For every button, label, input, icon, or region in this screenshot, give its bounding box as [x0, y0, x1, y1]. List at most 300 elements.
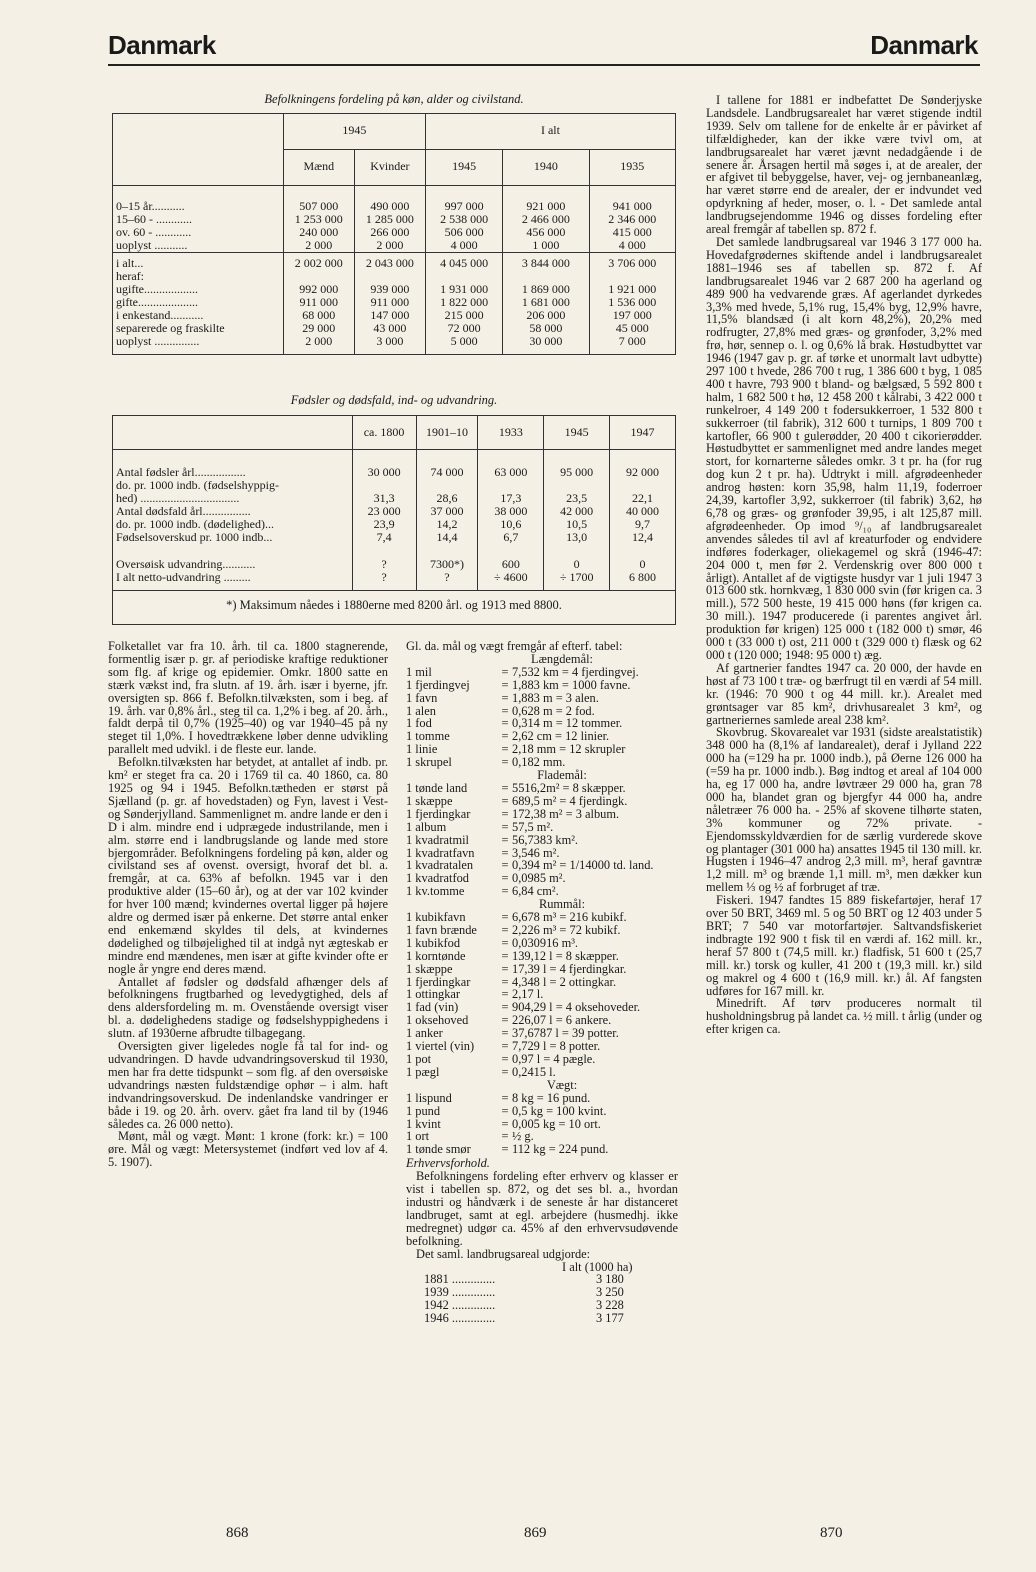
t1-group-1945: 1945 — [283, 114, 425, 150]
measure-equals: = — [501, 703, 509, 718]
measure-unit: 1 tomme — [406, 729, 450, 744]
t2-cell: 6 800 — [610, 571, 676, 591]
col1-paragraph: Folketallet var fra 10. årh. til ca. 1800 stagnerende, formentlig især p. gr. af periodiske kraftige reduktioner som flg. af krige og epidemier. Omkr. 1800 satte en stærk vækst ind, fra slutn. af 19. årh. især i byerne, jfr. oversigten sp. 866 f. Befolkn.tilvæksten, som i beg. af 19. årh. var 0,8% årl., steg til ca. 1,2% i beg. af 20. årh., faldt derpå til 0,7% (1925–40) og var 1940–45 på ny steget til 1,0%. I hovedtrækkene løber denne udvikling parallelt med udvikl. i de fleste eur. lande. — [108, 639, 388, 757]
measure-equals: = — [501, 1039, 509, 1054]
t1-row-label: ugifte.................. — [116, 282, 198, 296]
areal-year: 1942 .............. — [424, 1298, 496, 1313]
measure-value: 6,678 m³ = 216 kubikf. — [512, 910, 627, 925]
areal-year: 1881 .............. — [424, 1272, 496, 1287]
measure-equals: = — [501, 1129, 509, 1144]
areal-head: I alt (1000 ha) — [562, 1259, 633, 1274]
measure-equals: = — [501, 845, 509, 860]
measure-value: 0,2415 l. — [512, 1064, 556, 1079]
erhverv-title: Erhvervsforhold. — [406, 1156, 490, 1171]
t1-cell: 29 000 — [283, 322, 354, 335]
t1-cell: 1 681 000 — [503, 296, 589, 309]
t1-cell: 2 000 — [283, 335, 354, 355]
measure-unit: 1 kvint — [406, 1116, 441, 1131]
measure-equals: = — [501, 987, 509, 1002]
page-number-868: 868 — [226, 1525, 249, 1541]
measure-value: 172,38 m² = 3 album. — [512, 806, 620, 821]
measures-intro: Gl. da. mål og vægt fremgår af efterf. tabel: — [406, 639, 623, 653]
measure-equals: = — [501, 832, 509, 847]
t2-cell: ÷ 1700 — [544, 571, 610, 591]
t2-cell: 12,4 — [610, 531, 676, 544]
col1-paragraph: Befolkn.tilvæksten har betydet, at antallet af indb. pr. km² er steget fra ca. 20 i 1769 til ca. 40 1860, ca. 80 1925 og 94 i 1945. Befolkn.tætheden er størst på Sjælland (p. gr. af hovedstaden) og Fyn, lavest i Vest- og Sønderjylland. Sammenlignet m. andre lande er den i D i alm. mindre end i udprægede industrilande, men i alm. større end i landbrugslande og lande med store bjergområder. Befolkningens fordeling på køn, alder og civilstand ses af ovenst. oversigt, hvoraf det bl. a. fremgår, at ca. 63% af befolkn. 1945 var i den produktive alder (15–60 år), og at der var 102 kvinder for hver 100 mænd; kvindernes overtal ligger på højere aldre og dermed især på enkerne. Det større antal enker end enkemænd skyldes til dels, at kvindernes dødelighed og tilbøjelighed til at indgå nyt ægteskab er mindre end mændenes, men især at gifte kvinder ofte er nogle år yngre end deres mænd. — [108, 755, 388, 976]
t2-cell: 42 000 — [544, 505, 610, 518]
t1-cell: 5 000 — [425, 335, 502, 355]
t1-cell: 1 869 000 — [503, 283, 589, 296]
col1-paragraph: Antallet af fødsler og dødsfald afhænger dels af befolkningens frugtbarhed og levedygtighed, dels af dens aldersfordeling m. m. Ovenstående oversigt viser bl. a. dødelighedens stadige og fødselshyppighedens i slutn. af 1930erne afbrudte tilbagegang. — [108, 974, 388, 1041]
measure-unit: 1 pund — [406, 1103, 441, 1118]
t1-cell: 2 538 000 — [425, 213, 502, 226]
t1-cell: 58 000 — [503, 322, 589, 335]
col3-paragraph: Det samlede landbrugsareal var 1946 3 177 000 ha. Hovedafgrødernes skiftende andel i landbrugsarealet 1881–1946 ses af tabellen sp. 872 f. Af landbrugsarealet 1946 var 2 687 200 ha agerland og 489 900 ha vedvarende græs. Af agerlandet dyrkedes 3,3% med hvede, 5,1% rug, 15,4% byg, 12,9% havre, 11,5% blandsæd (i alt korn 48,2%), 20,2% med rodfrugter, 27,8% med græs- og grønfoder, 3,2% med frø, hør, sennep o. l. og 0,6% lå brak. Høstudbyttet var 1946 (1947 gav p. gr. af tørke et unormalt lavt udbytte) 297 100 t hvede, 286 700 t rug, 1 386 600 t byg, 1 085 400 t havre, 793 900 t bland- og bælgsæd, 5 592 800 t halm, 1 682 500 t hø, 12 458 200 t kålrabi, 3 422 000 t runkelroer, 4 149 200 t fodersukkerroer, 1 532 800 t sukkerroer (til fabrik), 312 600 t turnips, 1 809 700 t kartofler, 66 900 t gulerødder, 20 400 t cikorierødder. Høstudbyttet er sammenlignet med andre landes meget stort, for kornarterne således omkr. 3 t pr. ha (for rug dog kun 2 t pr. ha). Udtrykt i mill. afgrødeenheder androg høsten: korn 35,98, halm 11,19, foderroer 24,39, kartofler 3,92, sukkerroer (til fabrik) 3,62, hø 6,78 og græs- og grønfoder 39,95, i alt 125,87 mill. afgrødeenheder. Op imod ⁹/₁₀ af landbrugsarealet anvendes således til avl af kreaturfoder og endvidere indføres foderkager, oliekagemel og skrå (1946-47: 204 000 t, men før 2. Verdenskrig over 800 000 t årligt). Antallet af de vigtigste husdyr var 1 juli 1947 3 013 600 stk. hornkvæg, 1 830 000 svin (før krigen ca. 3 mill.), 572 500 heste, 19 415 000 høns (før krigen ca. 30 mill.). 1947 producerede (i parentes angivet årl. produktion før krigen) 125 000 t (182 000 t) smør, 46 000 t (33 000 t) ost, 211 000 t (329 000 t) flæsk og 62 000 t (120 000; 1948: 95 000 t) æg. — [706, 234, 983, 662]
measure-equals: = — [501, 806, 509, 821]
t1-total-row — [113, 253, 676, 271]
measure-value: 0,0985 m². — [512, 871, 566, 886]
t1-row — [113, 335, 676, 355]
t1-total-cell: 3 706 000 — [589, 253, 675, 271]
measure-equals: = — [501, 690, 509, 705]
measure-value: 57,5 m². — [512, 819, 554, 834]
measures-section-title: Flademål: — [537, 768, 587, 783]
header-rule — [108, 64, 980, 66]
measure-unit: 1 linie — [406, 742, 438, 757]
measure-value: 1,883 km = 1000 favne. — [512, 677, 631, 692]
measure-unit: 1 lispund — [406, 1090, 452, 1105]
measure-row — [406, 950, 678, 963]
measure-equals: = — [501, 664, 509, 679]
t2-cell: 14,4 — [416, 531, 478, 544]
measure-equals: = — [501, 1103, 509, 1118]
table1-caption: Befolkningens fordeling på køn, alder og civilstand. — [264, 92, 524, 106]
measures-table — [406, 1092, 678, 1157]
measure-value: 2,18 mm = 12 skrupler — [512, 742, 626, 757]
t2-cell: 14,2 — [416, 518, 478, 531]
t1-cell: 1 921 000 — [589, 283, 675, 296]
measure-row — [406, 1066, 678, 1079]
t2-head: 1901–10 — [416, 416, 478, 450]
t1-heraf-label: heraf: — [116, 269, 144, 283]
t1-cell: 1 822 000 — [425, 296, 502, 309]
t2-cell: 0 — [544, 544, 610, 571]
t1-group-ialt: I alt — [425, 114, 675, 150]
t2-row — [113, 531, 676, 544]
erhverv-text: Befolkningens fordeling efter erhverv og klasser er vist i tabellen sp. 872, og det ses bl. a., hvordan industri og håndværk i de seneste år har distanceret landbruget, samt at egl. arbejdere (husmedhj. ikke medregnet) udgør ca. 45% af den erhvervsudøvende befolkning. — [406, 1169, 678, 1248]
t1-cell: 147 000 — [354, 309, 425, 322]
t1-corner — [113, 114, 284, 186]
measure-value: 0,97 l = 4 pægle. — [512, 1052, 596, 1066]
measure-row — [406, 795, 678, 808]
areal-intro: Det saml. landbrugsareal udgjorde: — [416, 1246, 591, 1261]
measure-unit: 1 fad (vin) — [406, 1000, 459, 1015]
measure-equals: = — [501, 1090, 509, 1105]
measure-value: 904,29 l = 4 oksehoveder. — [512, 1000, 641, 1015]
measure-unit: 1 kvadratmil — [406, 832, 469, 847]
measure-value: 112 kg = 224 pund. — [512, 1142, 609, 1157]
t2-cell: ? — [352, 571, 416, 591]
col1-paragraph: Oversigten giver ligeledes nogle få tal for ind- og udvandringen. D havde udvandringsoverskud til 1930, men har fra dette tidspunkt – som flg. af den oversøiske udvandrings næsten fuldstændige ophør – i alm. haft indvandringsoverskud. De indenlandske vandringer er både i 19. og 20. årh. overv. gået fra land til by (1946 således ca. 26 000 netto). — [108, 1039, 388, 1131]
t1-cell: 240 000 — [283, 226, 354, 239]
measure-equals: = — [501, 1142, 509, 1157]
areal-year: 1939 .............. — [424, 1285, 496, 1300]
t1-subhead: Mænd — [283, 150, 354, 186]
column-3-text — [706, 94, 982, 1036]
measure-row — [406, 782, 678, 795]
t2-footnote-row — [113, 591, 676, 625]
t1-subhead: 1935 — [589, 150, 675, 186]
areal-value: 3 228 — [596, 1298, 624, 1313]
t1-row-label: 0–15 år........... — [116, 199, 185, 213]
measure-unit: 1 kvadratfavn — [406, 845, 475, 860]
measure-equals: = — [501, 793, 509, 808]
t1-total-label: i alt... — [116, 256, 144, 270]
measure-equals: = — [501, 755, 509, 770]
measure-unit: 1 anker — [406, 1026, 443, 1041]
measure-unit: 1 skrupel — [406, 755, 452, 770]
measure-equals: = — [501, 729, 509, 744]
t1-cell: 911 000 — [354, 296, 425, 309]
t1-cell: 992 000 — [283, 283, 354, 296]
t2-row-label: Antal dødsfald årl................ — [116, 504, 251, 518]
measure-equals: = — [501, 1013, 509, 1028]
measure-value: 139,12 l = 8 skæpper. — [512, 948, 619, 963]
t2-row — [113, 571, 676, 591]
measure-unit: 1 kubikfavn — [406, 910, 466, 925]
measure-row — [406, 1118, 678, 1131]
areal-value: 3 250 — [596, 1285, 624, 1300]
measure-unit: 1 favn — [406, 690, 438, 705]
column-1-text — [108, 640, 388, 1169]
t1-cell: 2 000 — [283, 239, 354, 253]
t1-cell: 4 000 — [589, 239, 675, 253]
measure-row — [406, 834, 678, 847]
measure-unit: 1 fjerdingkar — [406, 974, 471, 989]
measure-equals: = — [501, 716, 509, 731]
measure-unit: 1 kubikfod — [406, 935, 461, 950]
t1-total-cell: 3 844 000 — [503, 253, 589, 271]
t2-cell: ÷ 4600 — [478, 571, 544, 591]
t2-cell: 30 000 — [352, 450, 416, 480]
measure-value: 17,39 l = 4 fjerdingkar. — [512, 961, 627, 976]
measures-table — [406, 666, 678, 769]
t1-cell: 941 000 — [589, 186, 675, 214]
t2-cell: 0 — [610, 544, 676, 571]
t1-cell: 490 000 — [354, 186, 425, 214]
measure-unit: 1 album — [406, 819, 447, 834]
population-table — [112, 113, 676, 355]
measure-value: 0,314 m = 12 tommer. — [512, 716, 623, 731]
t1-cell: 215 000 — [425, 309, 502, 322]
t1-total-cell: 2 043 000 — [354, 253, 425, 271]
t1-cell: 7 000 — [589, 335, 675, 355]
t1-cell: 506 000 — [425, 226, 502, 239]
measure-row — [406, 937, 678, 950]
t1-cell: 72 000 — [425, 322, 502, 335]
t1-cell: 1 000 — [503, 239, 589, 253]
t2-cell: 600 — [478, 544, 544, 571]
t1-cell: 43 000 — [354, 322, 425, 335]
t2-head: 1945 — [544, 416, 610, 450]
measure-row — [406, 924, 678, 937]
t2-cell: 40 000 — [610, 505, 676, 518]
measure-row — [406, 821, 678, 834]
measure-value: 3,546 m². — [512, 845, 560, 860]
vital-stats-table — [112, 415, 676, 625]
t1-cell: 997 000 — [425, 186, 502, 214]
t1-row-label: uoplyst ........... — [113, 239, 284, 253]
t1-row-label: uoplyst ............... — [116, 334, 200, 348]
measures-section-title: Længdemål: — [531, 651, 593, 666]
t2-cell: 95 000 — [544, 450, 610, 480]
measure-value: 2,226 m³ = 72 kubikf. — [512, 922, 621, 937]
t2-cell: 9,7 — [610, 518, 676, 531]
measure-equals: = — [501, 974, 509, 989]
measure-equals: = — [501, 871, 509, 886]
measure-equals: = — [501, 922, 509, 937]
measure-value: 37,6787 l = 39 potter. — [512, 1026, 619, 1041]
measure-unit: 1 kv.tomme — [406, 884, 465, 899]
measure-row — [406, 1092, 678, 1105]
areal-row — [406, 1312, 678, 1325]
measure-row — [406, 1105, 678, 1118]
measure-row — [406, 692, 678, 705]
t1-subhead: Kvinder — [354, 150, 425, 186]
t2-row-label: do. pr. 1000 indb. (dødelighed)... — [116, 517, 274, 531]
measure-unit: 1 fjerdingkar — [406, 806, 471, 821]
t1-subhead: 1945 — [425, 150, 502, 186]
measure-equals: = — [501, 780, 509, 795]
measure-value: 5516,2m² = 8 skæpper. — [512, 780, 626, 795]
t2-cell: 63 000 — [478, 450, 544, 480]
t1-cell: 1 931 000 — [425, 283, 502, 296]
t2-row-label: do. pr. 1000 indb. (fødselshyppig- — [116, 478, 279, 492]
t2-cell: 6,7 — [478, 531, 544, 544]
measure-row — [406, 1143, 678, 1156]
measure-equals: = — [501, 1064, 509, 1079]
t2-cell: 22,1 — [610, 492, 676, 505]
measure-unit: 1 skæppe — [406, 793, 453, 808]
measure-unit: 1 mil — [406, 664, 432, 679]
areal-year: 1946 .............. — [424, 1311, 496, 1326]
t1-cell: 1 253 000 — [283, 213, 354, 226]
measure-equals: = — [501, 1116, 509, 1131]
t1-cell: 456 000 — [503, 226, 589, 239]
measure-value: ½ g. — [512, 1129, 534, 1144]
page-header-right: Danmark — [870, 30, 978, 60]
areal-value: 3 180 — [596, 1272, 624, 1287]
t2-cell: 7300*) — [416, 544, 478, 571]
t2-head: 1933 — [478, 416, 544, 450]
measure-unit: 1 ort — [406, 1129, 430, 1144]
measure-value: 8 kg = 16 pund. — [512, 1090, 591, 1105]
measure-unit: 1 favn brænde — [406, 922, 477, 937]
t1-cell: 2 466 000 — [503, 213, 589, 226]
measures-section-title: Vægt: — [546, 1077, 578, 1092]
t2-cell: 38 000 — [478, 505, 544, 518]
t1-total-cell: 4 045 000 — [425, 253, 502, 271]
t1-row-label: 15–60 - ............ — [116, 212, 192, 226]
col3-paragraph: I tallene for 1881 er indbefattet De Sønderjyske Landsdele. Landbrugsarealet har været stigende indtil 1939. Selv om tallene for de enkelte år er påvirket af tilfældigheder, kan der ikke være tvivl om, at landbrugsarealet har været jævnt nedadgående i de senere år. Årsagen hertil må søges i, at de arealer, der er afgivet til bebyggelse, haver, vej- og jernbaneanlæg, har været større end de arealer, der er indvundet ved opdyrkning af heder, moser, o. l. - Det samlede antal landbrugsejendomme 1946 og disses fordeling efter areal fremgår af tabellen sp. 872 f. — [706, 93, 982, 237]
t2-cell: 13,0 — [544, 531, 610, 544]
page-header-left: Danmark — [108, 30, 216, 60]
t1-cell: 3 000 — [354, 335, 425, 355]
col3-paragraph: Minedrift. Af tørv produceres normalt til husholdningsbrug på landet ca. ½ mill. t årlig (under og efter krigen ca. — [706, 996, 982, 1037]
measure-equals: = — [501, 910, 509, 925]
measure-unit: 1 fjerdingvej — [406, 677, 470, 692]
measure-equals: = — [501, 961, 509, 976]
measure-value: 2,17 l. — [512, 987, 544, 1002]
t1-cell: 30 000 — [503, 335, 589, 355]
t2-cell: 23,5 — [544, 492, 610, 505]
measure-value: 2,62 cm = 12 linier. — [512, 729, 610, 744]
measure-unit: 1 pægl — [406, 1064, 440, 1079]
measure-value: 1,883 m = 3 alen. — [512, 690, 599, 705]
measure-equals: = — [501, 884, 509, 899]
t2-footnote: *) Maksimum nåedes i 1880erne med 8200 årl. og 1913 med 8800. — [226, 598, 562, 612]
t1-subhead: 1940 — [503, 150, 589, 186]
measure-unit: 1 alen — [406, 703, 436, 718]
measure-unit: 1 oksehoved — [406, 1013, 469, 1028]
t2-row-label: I alt netto-udvandring ......... — [113, 571, 353, 591]
measure-value: 0,030916 m³. — [512, 935, 579, 950]
measure-equals: = — [501, 948, 509, 963]
col3-paragraph: Skovbrug. Skovarealet var 1931 (sidste arealstatistik) 348 000 ha (8,1% af landarealet), deraf i Jylland 222 000 ha (=129 ha pr. 1000 indb.), på Øerne 126 000 ha (=59 ha pr. 1000 indb.). Bøg indtog et areal af 104 000 ha, eg 17 000 ha, andre løvtræer 29 000 ha, gran 78 000 ha, blandet gran og bjergfyr 44 000 ha, andre nåletræer 76 000 ha. - 25% af skovene tilhørte staten, 3% kommuner og 72% private. - Ejendomsskyldværdien for de særlig vurderede skove og plantager (301 000 ha) ansattes 1945 til 130 mill. kr. Hugsten i 1946–47 androg 2,3 mill. m³, heraf gavntræ 1,2 mill. m³ og brænde 1,1 mill. m³, men dækker kun mellem ⅓ og ½ af forbruget af træ. — [706, 725, 982, 895]
measure-unit: 1 tønde land — [406, 780, 468, 795]
column-2-text — [406, 640, 678, 1325]
t1-cell: 1 285 000 — [354, 213, 425, 226]
t1-cell: 197 000 — [589, 309, 675, 322]
t1-row — [113, 239, 676, 253]
t1-row — [113, 186, 676, 214]
t2-cell: 7,4 — [352, 531, 416, 544]
measure-equals: = — [501, 742, 509, 757]
t2-row-label: Fødselsoverskud pr. 1000 indb... — [116, 530, 273, 544]
measure-value: 689,5 m² = 4 fjerdingk. — [512, 793, 628, 808]
t2-row-label: Oversøisk udvandring........... — [116, 557, 256, 571]
t1-cell: 45 000 — [589, 322, 675, 335]
measure-unit: 1 ottingkar — [406, 987, 461, 1002]
measure-row — [406, 808, 678, 821]
measure-row — [406, 911, 678, 924]
t1-cell: 921 000 — [503, 186, 589, 214]
measure-value: 0,005 kg = 10 ort. — [512, 1116, 601, 1131]
t2-cell: 74 000 — [416, 450, 478, 480]
t1-cell: 507 000 — [283, 186, 354, 214]
measure-equals: = — [501, 1000, 509, 1015]
measure-unit: 1 pot — [406, 1052, 432, 1066]
t2-row-label: hed) ................................. — [116, 491, 240, 505]
measures-section-title: Rummål: — [538, 897, 586, 912]
measure-equals: = — [501, 677, 509, 692]
measure-value: 6,84 cm². — [512, 884, 559, 899]
measure-unit: 1 tønde smør — [406, 1142, 471, 1157]
measure-unit: 1 skæppe — [406, 961, 453, 976]
page-number-869: 869 — [524, 1525, 547, 1541]
t2-row — [113, 450, 676, 480]
t1-total-cell: 2 002 000 — [283, 253, 354, 271]
measure-unit: 1 korntønde — [406, 948, 466, 963]
measure-equals: = — [501, 858, 509, 873]
t2-cell: 37 000 — [416, 505, 478, 518]
t2-head: 1947 — [610, 416, 676, 450]
t1-cell: 68 000 — [283, 309, 354, 322]
measure-value: 0,5 kg = 100 kvint. — [512, 1103, 607, 1118]
t2-cell: 92 000 — [610, 450, 676, 480]
measure-equals: = — [501, 1026, 509, 1041]
measure-value: 7,532 km = 4 fjerdingvej. — [512, 664, 639, 679]
t1-cell: 206 000 — [503, 309, 589, 322]
t2-cell: 23,9 — [352, 518, 416, 531]
measure-equals: = — [501, 1052, 509, 1066]
t1-row-label: i enkestand........... — [116, 308, 204, 322]
t1-cell: 2 346 000 — [589, 213, 675, 226]
measure-value: 56,7383 km². — [512, 832, 579, 847]
t2-cell: 17,3 — [478, 492, 544, 505]
measure-value: 4,348 l = 2 ottingkar. — [512, 974, 617, 989]
t2-cell: ? — [416, 571, 478, 591]
t1-cell: 2 000 — [354, 239, 425, 253]
t1-cell: 1 536 000 — [589, 296, 675, 309]
t1-group-row — [113, 114, 676, 150]
measure-value: 0,182 mm. — [512, 755, 566, 770]
measure-equals: = — [501, 819, 509, 834]
t2-head-row — [113, 416, 676, 450]
measure-row — [406, 679, 678, 692]
measure-row — [406, 963, 678, 976]
t2-corner — [113, 416, 353, 450]
t2-row — [113, 544, 676, 571]
areal-value: 3 177 — [596, 1311, 624, 1326]
t1-row-label: gifte.................... — [116, 295, 198, 309]
t2-cell: 10,6 — [478, 518, 544, 531]
measure-unit: 1 kvadratfod — [406, 871, 469, 886]
measures-table — [406, 782, 678, 898]
t1-cell: 939 000 — [354, 283, 425, 296]
measure-row — [406, 666, 678, 679]
t1-cell: 266 000 — [354, 226, 425, 239]
measures-table — [406, 911, 678, 1079]
t1-cell: 911 000 — [283, 296, 354, 309]
page-number-870: 870 — [820, 1525, 843, 1541]
t2-cell: 23 000 — [352, 505, 416, 518]
col1-paragraph: Mønt, mål og vægt. Mønt: 1 krone (fork: kr.) = 100 øre. Mål og vægt: Metersystemet (indført ved lov af 4. 5. 1907). — [108, 1129, 388, 1170]
measure-unit: 1 viertel (vin) — [406, 1039, 475, 1054]
measure-row — [406, 1053, 678, 1066]
measure-unit: 1 fod — [406, 716, 432, 731]
measure-value: 0,628 m = 2 fod. — [512, 703, 595, 718]
t1-cell: 415 000 — [589, 226, 675, 239]
t2-row-label: Antal fødsler årl................. — [116, 465, 246, 479]
t2-cell: 10,5 — [544, 518, 610, 531]
measure-equals: = — [501, 935, 509, 950]
measure-value: 226,07 l = 6 ankere. — [512, 1013, 612, 1028]
measure-value: 0,394 m² = 1/14000 td. land. — [512, 858, 654, 873]
table2-caption: Fødsler og dødsfald, ind- og udvandring. — [290, 393, 498, 407]
t2-head: ca. 1800 — [352, 416, 416, 450]
col3-paragraph: Af gartnerier fandtes 1947 ca. 20 000, der havde en høst af 73 100 t træ- og bærfrugt til en værdi af 54 mill. kr. (1946: 70 900 t og 44 mill. kr.). Arealet med grøntsager var 85 km², drivhusarealet 3 km², og gartneriernes samlede areal 238 km². — [706, 660, 982, 727]
t2-cell: ? — [352, 544, 416, 571]
t1-row-label: separerede og fraskilte — [116, 321, 225, 335]
t1-row-label: ov. 60 - ............ — [116, 225, 192, 239]
measure-value: 7,729 l = 8 potter. — [512, 1039, 601, 1054]
measure-unit: 1 kvadratalen — [406, 858, 474, 873]
t2-cell: 28,6 — [416, 492, 478, 505]
t2-cell: 31,3 — [352, 492, 416, 505]
col3-paragraph: Fiskeri. 1947 fandtes 15 889 fiskefartøjer, heraf 17 over 50 BRT, 3469 ml. 5 og 50 BRT og 12 403 under 5 BRT; 7 540 var motorfartøjer. Saltvandsfiskeriet indbragte 192 900 t fisk til en værdi af. 162 mill. kr., heraf 57 800 t (74,5 mill. kr.) fladfisk, 51 600 t (25,7 mill. kr.) torsk og kuller, 41 200 t (19,3 mill. kr.) sild og makrel og 4 600 t (16,9 mill. kr.) ål. Af fangsten udføres for 167 mill. kr. — [706, 893, 982, 998]
t1-cell: 4 000 — [425, 239, 502, 253]
